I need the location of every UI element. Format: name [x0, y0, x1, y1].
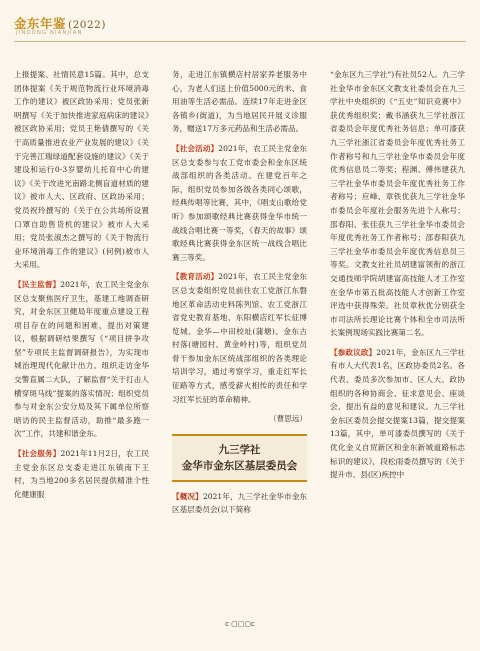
column-3 — [330, 68, 465, 488]
paragraph-text: 2021年，九三学社金华市金东区基层委员会(以下简称 — [172, 491, 308, 515]
column-1 — [14, 68, 149, 507]
paragraph-social-activities — [172, 142, 307, 264]
page-number: c ▢▢▢c — [225, 620, 255, 628]
section-tag: 【参政议政】 — [330, 347, 377, 357]
paragraph-education-activities — [172, 270, 307, 406]
section-tag: 【社会活动】 — [172, 143, 219, 153]
paragraph-social-service — [14, 447, 149, 501]
paragraph: “金东区九三学社”)有社员52人。九三学社金华市金东区文教支社委员会在九三学社中央组织的《“五史”知识竞赛中》获优秀组织奖；戴书涵获九三学社浙江省委员会年度优秀社务信息；单可漆获九三学社浙江省委员会年度优秀社务工作者称号和九三学社金华市委员会年度优秀信息员二等奖；程渊、傅伟建获九三学社金华市委员会年度优秀社务工作者称号；应峰、章铁优获九三学社金华市委员会年度社会服务先进个人称号；邵春阳、张佳获九三学社金华市委员会年度优秀社务工作者称号；邵春阳获九三学社金华市委员会年度优秀信息员三等奖。文教支社社员胡建富领衔的浙江交通技师学院胡建富高技能人才工作室在金华市第五批高技能人才创新工作室评选中获得殊荣。社员章秋优分别获全市司法所长理论比赛个体和全市司法所长案例现场实践比赛第二名。 — [330, 70, 465, 338]
section-tag: 【社会服务】 — [14, 449, 61, 459]
paragraph-text: 2021年，农工民主党金东区总支委参与农工党市委会和金东区统战部组织的各类活动。在建党百年之际，组织党员参加各级各类同心颂歌，经典传唱等比赛，其中，《唱支山歌给党听》参加颂歌经典比赛获得金华市统一战线合唱比赛一等奖，《春天的故事》颂歌经典比赛获得金东区统一战线合唱比赛三等奖。 — [172, 143, 308, 262]
header-divider — [14, 41, 466, 42]
section-tag: 【民主监督】 — [14, 279, 61, 289]
paragraph-overview — [172, 490, 307, 517]
section-heading-box — [172, 434, 307, 482]
paragraph-text: 2021年，金东区九三学社有市人大代表1名，区政协委员2名。各代表、委员多次参加市、区人大、政协组织的各种协商会、征求意见会、座谈会，提出有益的意见和建议。九三学社金东区委员会提交提案13篇，提交提案13篇，其中，单可漆委员撰写的《关于优化金义自贸新区和金东新城道路标志标识的建议》，段松雨委员撰写的《关于提升市、县(区)疾控中 — [330, 347, 466, 480]
page-header — [0, 0, 480, 62]
section-tag: 【教育活动】 — [172, 272, 219, 282]
paragraph: 务，走进江东镇横店村居家养老服务中心，为老人们送上价值5000元的米、食用油等生活必需品。连续17年走进金区各镇乡(街道)，为当地居民开展义诊服务，赠送17万多元药品和生活必需品。 — [172, 70, 307, 134]
section-heading-line2: 金华市金东区基层委员会 — [181, 459, 298, 472]
section-heading-line1: 九三学社 — [218, 443, 261, 456]
title-text: 年鉴 — [40, 16, 67, 31]
author-signature: （曹思远） — [269, 414, 307, 424]
year-text: (2022) — [68, 19, 106, 31]
pinyin-subtitle: JINDONG NIANJIAN — [16, 30, 83, 36]
column-2 — [172, 68, 307, 523]
page-footer — [0, 620, 480, 628]
paragraph-democratic-supervision — [14, 278, 149, 441]
paragraph-text: 2021年，农工民主党金东区总支聚焦医疗卫生，基建工地调查研究，对金东区卫健局年度重点建设工程项目存在的问题和困难，提出对策建议，根据调研结果撰写《“项目拼争攻坚”专项民主监督调研报告》，为实现市城治理现代化献计出力。组织走访金华交警直属二大队，了解监督“关于打击人横穿斑马线”提案的落实情况；组织党员参与对金东公安分局及其下属单位所察暗访的民主监督活动，助推“最多跑一次”工作，共建和谐金东。 — [14, 279, 150, 439]
paragraph-political-participation — [330, 346, 465, 482]
brand-text: 金东 — [14, 16, 41, 31]
paragraph-text: 2021年11月2日，农工民主党金东区总支委走进江东镇南下王村，为当地200多名居民提供精准个性化健康服 — [14, 449, 149, 499]
paragraph: 上报提案、社情民意15篇。其中，总支团体提案《关于规范物流行业环境消毒工作的建议》被区政协采用；党员张新明撰写《关于加快推进家庭病床的建议》被区政协采用；党员王艳倩撰写的《关于高质量推进农业产业发展的建议》《关于完善江瑞绿道配套设施的建议》《关于建设和运行0-3岁婴幼儿托育中心的建议》《关于改进光南路北侧盲道材质的建议》被市人大、区政府、区政协采用；党员祝玲撰写的《关于在公共场所设置口罩自助售货机的建议》被市人大采用；党员张淑杰之撰写的《关于物流行业环境消毒工作的建议》(何例)被市人大采用。 — [14, 70, 149, 270]
paragraph-text: 2021年，农工民主党金东区总支委组织党员前往农工党浙江东磐地区革命活动史料陈列馆、农工党浙江省党史教育基地、东阳横店红军长征博览城、金华—中田校址(蒲塘)、金东古村落(塘园村、黄金岭村)等，组织党员骨干参加金东区统战部组织的各类理论培训学习，通过考察学习，重走红军长征路等方式，感受薪火相传的责任和学习红军长征的革命精神。 — [172, 272, 308, 404]
section-tag: 【概况】 — [172, 491, 203, 501]
